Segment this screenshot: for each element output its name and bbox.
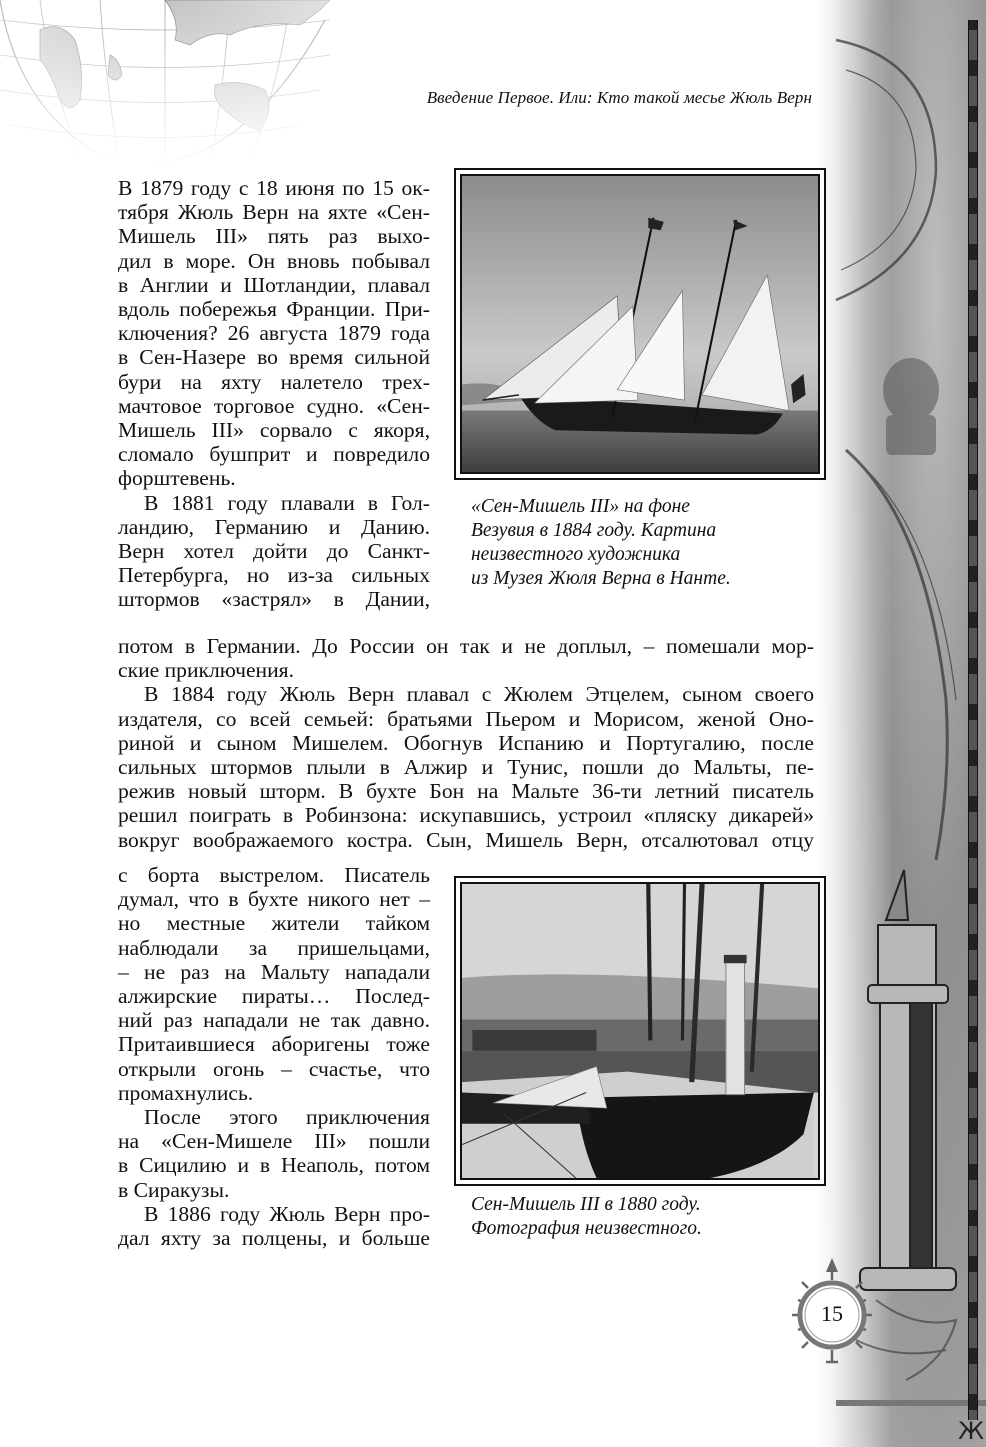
body-text-column-1 [118,176,430,612]
decorative-world-map [0,0,330,165]
figure-caption-2 [471,1193,801,1241]
text-line: алжирские пираты… Послед- [118,984,430,1009]
corner-letter-fragment: Ж [958,1417,984,1445]
text-line: дал яхту за полцены, и больше [118,1226,430,1251]
text-line: Верн хотел дойти до Санкт- [118,539,430,564]
text-line: ключения? 26 августа 1879 года [118,321,430,346]
text-line: в Сен-Назере во время сильной [118,345,430,370]
text-line: дил в море. Он вновь побывал [118,248,430,273]
text-line: вокруг воображаемого костра. Сын, Мишель Верн, отсалютовал отцу [118,827,814,852]
caption-line: Сен-Мишель III в 1880 году. [471,1194,701,1215]
caption-line: из Музея Жюля Верна в Нанте. [471,568,731,589]
text-line: промахнулись. [118,1080,254,1105]
text-line: на «Сен-Мишеле III» пошли [118,1129,430,1154]
caption-line: Фотография неизвестного. [471,1218,702,1239]
figure-schooner-painting [454,168,826,480]
text-line: В 1881 году плавали в Гол- [144,490,430,515]
figure-harbor-photograph [454,876,826,1186]
text-line: Притаившиеся аборигены тоже [118,1032,430,1057]
text-line: наблюдали за пришельцами, [118,935,430,960]
text-line: издателя, со всей семьей: братьями Пьером и Морисом, женой Оно- [118,706,814,731]
text-line: но местные жители тайком [118,911,430,936]
text-line: тября Жюль Верн на яхте «Сен- [118,200,430,225]
text-line: В 1879 году с 18 июня по 15 ок- [118,176,430,200]
text-line: в Англии и Шотландии, плавал [118,272,430,297]
text-line: ландию, Германию и Данию. [118,514,430,539]
text-line: сильных штормов плыли в Алжир и Тунис, пошли до Мальты, пе- [118,755,814,780]
text-line: В 1886 году Жюль Верн про- [144,1201,430,1226]
text-line: решил поиграть в Робинзона: искупавшись, устроил «пляску дикарей» [118,803,814,828]
text-line: форштевень. [118,466,236,491]
text-line: бури на яхту налетело трех- [118,369,430,394]
text-line: сломало бушприт и повредило [118,442,430,467]
running-header: Введение Первое. Или: Кто такой месье Жюль Верн [426,88,812,107]
text-line: в Сиракузы. [118,1177,230,1202]
body-text-full-width [118,634,814,852]
text-line: в Сицилию и в Неаполь, потом [118,1153,430,1178]
text-line: ний раз нападали не так давно. [118,1008,430,1033]
decorative-side-border [816,0,986,1447]
schooner-image [462,176,818,472]
decorative-rail [968,20,978,1420]
figure-caption-1 [471,495,801,591]
text-line: ские приключения. [118,658,294,683]
caption-line: Везувия в 1884 году. Картина [471,520,717,541]
text-line: После этого приключения [144,1105,430,1130]
caption-line: «Сен-Мишель III» на фоне [471,496,690,517]
text-line: Петербурга, но из-за сильных [118,563,430,588]
text-line: потом в Германии. До России он так и не доплыл, – помешали мор- [118,634,814,658]
text-line: вдоль побережья Франции. При- [118,297,430,322]
text-line: мачтовое торговое судно. «Сен- [118,393,430,418]
text-line: Мишель III» сорвало с якоря, [118,418,430,443]
harbor-image [462,884,818,1178]
body-text-column-2 [118,863,430,1250]
text-line: открыли огонь – счастье, что [118,1056,430,1081]
text-line: В 1884 году Жюль Верн плавал с Жюлем Этцелем, сыном своего [144,682,814,707]
text-line: штормов «застрял» в Дании, [118,587,430,612]
text-line: думал, что в бухте никого нет – [118,887,430,912]
page-number: 15 [821,1301,843,1326]
text-line: режив новый шторм. В бухте Бон на Мальте 36-ти летний писатель [118,779,814,804]
text-line: риной и сыном Мишелем. Обогнув Испанию и Португалию, после [118,730,814,755]
page-number-badge [790,1258,874,1368]
text-line: с борта выстрелом. Писатель [118,863,430,887]
text-line: Мишель III» пять раз выхо- [118,224,430,249]
caption-line: неизвестного художника [471,544,681,565]
text-line: – не раз на Мальту нападали [118,959,430,984]
decorative-bottom-fragment [836,1407,986,1447]
